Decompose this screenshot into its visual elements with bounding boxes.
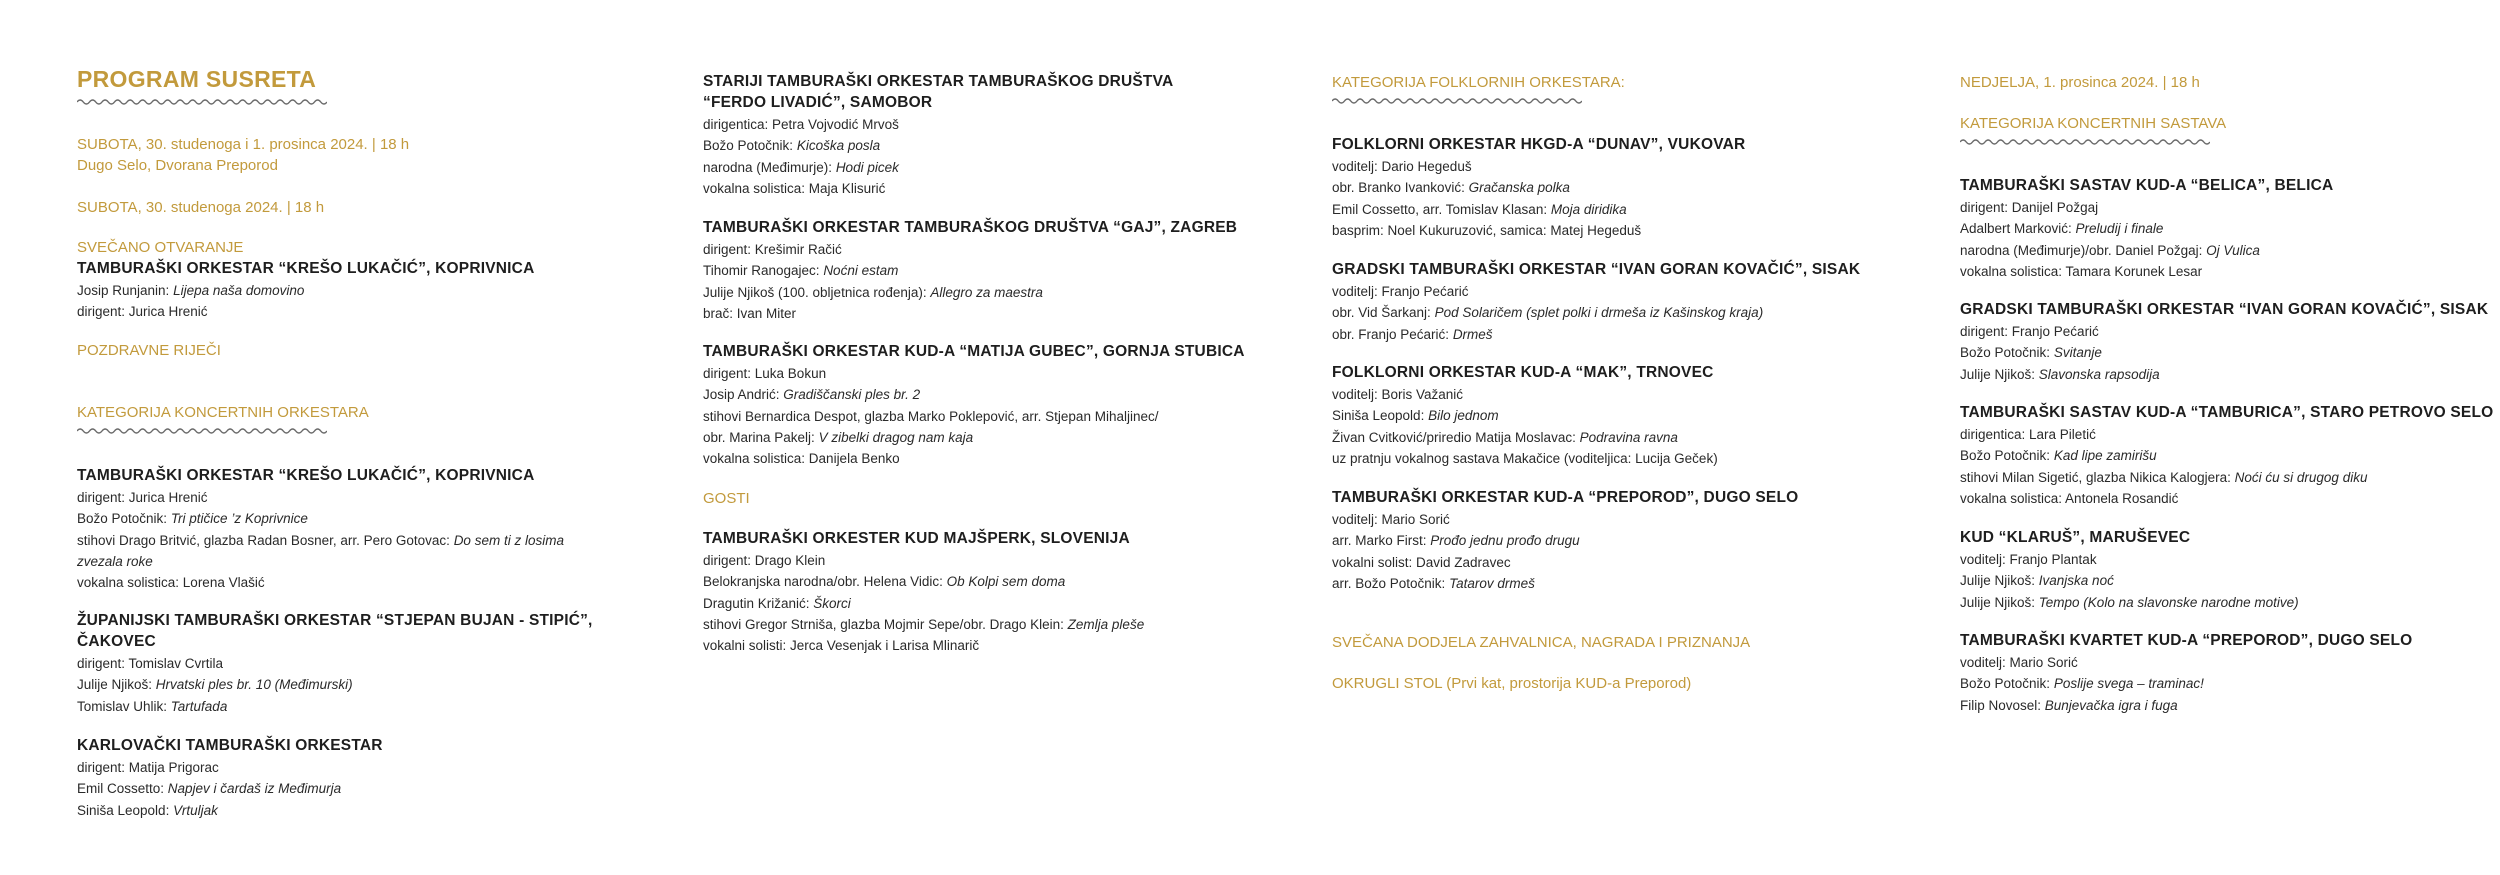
program-line-text: Tomislav Uhlik: [77, 698, 171, 714]
program-line-text: obr. Marina Pakelj: [703, 429, 819, 445]
program-line [703, 571, 1144, 592]
program-line [703, 260, 1043, 281]
piece-title: Tatarov drmeš [1449, 575, 1535, 591]
program-line [77, 800, 341, 821]
program-line [1960, 549, 2299, 570]
orchestra-title: TAMBURAŠKI ORKESTAR KUD-A “MATIJA GUBEC”, GORNJA STUBICA [703, 343, 1245, 360]
program-line-text: Božo Potočnik: [1960, 448, 2054, 464]
piece-title: Vrtuljak [173, 802, 218, 818]
program-line-text: dirigentica: Lara Piletić [1960, 427, 2096, 442]
program-line [703, 614, 1144, 635]
piece-title: Hrvatski ples br. 10 (Međimurski) [155, 677, 353, 693]
orchestra-title: TAMBURAŠKI ORKESTAR “KREŠO LUKAČIĆ”, KOPRIVNICA [77, 467, 535, 484]
program-line [703, 239, 1043, 260]
piece-title: Noći ću si drugog diku [2234, 469, 2368, 485]
program-line-text: dirigent: Tomislav Cvrtila [77, 656, 224, 671]
program-line [1960, 652, 2204, 673]
program-line [1960, 467, 2367, 488]
piece-title: Ob Kolpi sem doma [946, 574, 1066, 590]
program-line-text: vokalna solistica: Tamara Korunek Lesar [1960, 263, 2203, 279]
orchestra-title-continued: ČAKOVEC [77, 633, 156, 650]
program-line-text: Filip Novosel: [1960, 697, 2045, 713]
program-line [1332, 509, 1580, 530]
program-line [1960, 261, 2260, 282]
program-line [1960, 592, 2299, 613]
program-line-text: basprim: Noel Kukuruzović, samica: Matej Hegeduš [1332, 222, 1642, 238]
program-line-text: Julije Njikoš (100. obljetnica rođenja): [703, 284, 931, 300]
orchestra-program [1332, 156, 1641, 241]
opening-orchestra: TAMBURAŠKI ORKESTAR “KREŠO LUKAČIĆ”, KOPRIVNICA [77, 260, 535, 277]
orchestra-program [1332, 509, 1580, 594]
program-line [703, 135, 899, 156]
guests-heading: GOSTI [703, 490, 750, 507]
program-line [1332, 156, 1641, 177]
program-line-text: vokalna solistica: Antonela Rosandić [1960, 490, 2179, 506]
opening-heading: SVEČANO OTVARANJE [77, 239, 244, 256]
program-line-text: stihovi Bernardica Despot, glazba Marko Poklepović, arr. Stjepan Mihaljinec/ [703, 408, 1159, 424]
program-line [1960, 342, 2160, 363]
program-line [1332, 530, 1580, 551]
orchestra-title: FOLKLORNI ORKESTAR HKGD-A “DUNAV”, VUKOVAR [1332, 136, 1746, 153]
program-line [703, 303, 1043, 324]
program-line [703, 282, 1043, 303]
program-line-text: Tihomir Ranogajec: [703, 263, 824, 279]
program-line-text: vokalna solistica: Danijela Benko [703, 451, 900, 467]
orchestra-program [703, 550, 1144, 656]
program-line [1960, 445, 2367, 466]
program-line-text: arr. Božo Potočnik: [1332, 575, 1450, 591]
piece-title: Drmeš [1452, 326, 1493, 342]
program-line [77, 778, 341, 799]
program-line-text: Emil Cossetto, arr. Tomislav Klasan: [1332, 201, 1551, 217]
program-line [703, 448, 1158, 469]
ensemble-program [1960, 321, 2160, 385]
category-wave-divider [77, 426, 327, 436]
piece-title: Gračanska polka [1468, 180, 1570, 196]
program-line [1960, 488, 2367, 509]
piece-title: Oj Vulica [2206, 242, 2260, 258]
program-line-text: uz pratnju vokalnog sastava Makačice (voditeljica: Lucija Geček) [1332, 450, 1718, 466]
program-line [77, 572, 564, 593]
piece-title: Gradiščanski ples br. 2 [783, 387, 921, 403]
awards-heading: SVEČANA DODJELA ZAHVALNICA, NAGRADA I PRIZNANJA [1332, 634, 1751, 651]
program-line-text: Emil Cossetto: [77, 781, 168, 797]
program-line [1960, 321, 2160, 342]
program-line [703, 157, 899, 178]
program-line-text: dirigentica: Petra Vojvodić Mrvoš [703, 117, 899, 132]
program-line-text: Božo Potočnik: [77, 511, 171, 527]
ensemble-program [1960, 549, 2299, 613]
program-line-text: arr. Marko First: [1332, 533, 1431, 549]
program-line [77, 696, 353, 717]
program-line-text: dirigent: Jurica Hrenić [77, 304, 208, 320]
program-line-text: voditelj: Mario Sorić [1332, 512, 1450, 527]
program-line-text: dirigent: Drago Klein [703, 553, 826, 568]
program-line [703, 384, 1158, 405]
program-line-text: Belokranjska narodna/obr. Helena Vidic: [703, 574, 947, 590]
program-line [1960, 570, 2299, 591]
program-title: PROGRAM SUSRETA [77, 66, 317, 92]
orchestra-program [77, 487, 564, 593]
program-line-text: obr. Vid Šarkanj: [1332, 305, 1435, 321]
sunday-date: NEDJELJA, 1. prosinca 2024. | 18 h [1960, 74, 2200, 91]
program-line [1960, 424, 2367, 445]
piece-title: Ivanjska noć [2038, 573, 2114, 589]
program-line [703, 114, 899, 135]
orchestra-title: TAMBURAŠKI ORKESTAR TAMBURAŠKOG DRUŠTVA “GAJ”, ZAGREB [703, 219, 1238, 236]
orchestra-title: GRADSKI TAMBURAŠKI ORKESTAR “IVAN GORAN KOVAČIĆ”, SISAK [1332, 261, 1861, 278]
piece-title: Lijepa naša domovino [173, 283, 305, 298]
piece-title: Svitanje [2053, 345, 2102, 361]
concert-orchestras-heading: KATEGORIJA KONCERTNIH ORKESTARA [77, 404, 369, 421]
piece-title: Slavonska rapsodija [2038, 366, 2160, 382]
program-line-text: voditelj: Dario Hegeduš [1332, 159, 1472, 174]
program-line-text: Dragutin Križanić: [703, 595, 814, 611]
program-line [703, 427, 1158, 448]
program-line [1332, 177, 1641, 198]
program-line [77, 757, 341, 778]
category-wave-divider [1332, 96, 1582, 106]
ensemble-title: GRADSKI TAMBURAŠKI ORKESTAR “IVAN GORAN KOVAČIĆ”, SISAK [1960, 301, 2489, 318]
orchestra-title: KARLOVAČKI TAMBURAŠKI ORKESTAR [77, 737, 383, 754]
category-wave-divider [1960, 137, 2210, 147]
orchestra-program [1332, 281, 1763, 345]
program-line [1960, 673, 2204, 694]
greetings-heading: POZDRAVNE RIJEČI [77, 342, 221, 359]
program-line-text: voditelj: Mario Sorić [1960, 655, 2078, 670]
orchestra-program [703, 363, 1158, 469]
program-line-text: stihovi Drago Britvić, glazba Radan Bosner, arr. Pero Gotovac: [77, 532, 454, 548]
orchestra-title: TAMBURAŠKI ORKESTER KUD MAJŠPERK, SLOVENIJA [703, 530, 1130, 547]
orchestra-program [1332, 384, 1718, 469]
program-line [1960, 240, 2260, 261]
orchestra-title-continued: “FERDO LIVADIĆ”, SAMOBOR [703, 94, 933, 111]
folk-orchestras-heading: KATEGORIJA FOLKLORNIH ORKESTARA: [1332, 74, 1625, 91]
program-line-text: voditelj: Franjo Plantak [1960, 552, 2097, 567]
piece-title: Tartufada [170, 698, 228, 714]
piece-title: Napjev i čardaš iz Međimurja [167, 781, 342, 797]
program-line-text: dirigent: Danijel Požgaj [1960, 200, 2099, 215]
program-line-text: vokalna solistica: Maja Klisurić [703, 180, 886, 196]
program-line [1960, 197, 2260, 218]
program-line [703, 178, 899, 199]
piece-title: Bilo jednom [1428, 408, 1499, 424]
program-line [77, 551, 564, 572]
ensemble-program [1960, 652, 2204, 716]
program-line-text: Siniša Leopold: [1332, 408, 1429, 424]
program-line [1332, 281, 1763, 302]
orchestra-title: TAMBURAŠKI ORKESTAR KUD-A “PREPOROD”, DUGO SELO [1332, 489, 1799, 506]
program-line [77, 530, 564, 551]
piece-title: Bunjevačka igra i fuga [2044, 697, 2178, 713]
piece-title: Zemlja pleše [1067, 616, 1145, 632]
program-line [1332, 573, 1580, 594]
program-line-text: narodna (Međimurje): [703, 159, 836, 175]
program-line-text: dirigent: Franjo Pećarić [1960, 324, 2099, 339]
program-line-text: dirigent: Matija Prigorac [77, 760, 219, 775]
program-line-text: obr. Franjo Pećarić: [1332, 326, 1453, 342]
piece-title: Prođo jednu prođo drugu [1430, 533, 1580, 549]
program-line [77, 487, 564, 508]
program-line [1332, 324, 1763, 345]
concert-ensembles-heading: KATEGORIJA KONCERTNIH SASTAVA [1960, 115, 2227, 132]
program-line [703, 406, 1158, 427]
program-line-text: Julije Njikoš: [1960, 366, 2039, 382]
program-line [1960, 364, 2160, 385]
program-line-text: brač: Ivan Miter [703, 305, 797, 321]
program-line-text: Julije Njikoš: [77, 677, 156, 693]
ensemble-program [1960, 424, 2367, 509]
program-line [1332, 220, 1641, 241]
orchestra-program [703, 239, 1043, 324]
program-line-text: vokalna solistica: Lorena Vlašić [77, 575, 265, 591]
ensemble-title: KUD “KLARUŠ”, MARUŠEVEC [1960, 529, 2191, 546]
ensemble-title: TAMBURAŠKI SASTAV KUD-A “TAMBURICA”, STARO PETROVO SELO [1960, 404, 2494, 421]
program-line-text: Božo Potočnik: [703, 138, 797, 154]
orchestra-title: STARIJI TAMBURAŠKI ORKESTAR TAMBURAŠKOG DRUŠTVA [703, 73, 1174, 90]
program-line-text: Adalbert Marković: [1960, 221, 2076, 237]
program-line-text: dirigent: Jurica Hrenić [77, 490, 208, 505]
title-wave-divider [77, 97, 327, 107]
program-line [1960, 218, 2260, 239]
event-dates: SUBOTA, 30. studenoga i 1. prosinca 2024. | 18 h [77, 136, 410, 153]
piece-title: Do sem ti z losima [453, 532, 564, 548]
program-line-text: Julije Njikoš: [1960, 594, 2039, 610]
program-line-text: stihovi Gregor Strniša, glazba Mojmir Sepe/obr. Drago Klein: [703, 616, 1068, 632]
saturday-date: SUBOTA, 30. studenoga 2024. | 18 h [77, 199, 325, 216]
piece-title: Tri ptičice ’z Koprivnice [170, 511, 308, 527]
program-line [703, 363, 1158, 384]
program-line-text: vokalni solist: David Zadravec [1332, 554, 1511, 570]
piece-title: Hodi picek [835, 159, 899, 175]
program-line [1332, 427, 1718, 448]
orchestra-title: FOLKLORNI ORKESTAR KUD-A “MAK”, TRNOVEC [1332, 364, 1714, 381]
program-line-text: dirigent: Krešimir Račić [703, 242, 842, 257]
program-line [1332, 552, 1580, 573]
program-line [77, 674, 353, 695]
event-venue: Dugo Selo, Dvorana Preporod [77, 157, 278, 174]
program-line-text: narodna (Međimurje)/obr. Daniel Požgaj: [1960, 242, 2207, 258]
program-line-text: Božo Potočnik: [1960, 676, 2054, 692]
program-line [1332, 448, 1718, 469]
program-line-text: obr. Branko Ivanković: [1332, 180, 1469, 196]
piece-title: Poslije svega – traminac! [2053, 676, 2204, 692]
program-line [77, 280, 304, 301]
orchestra-program [77, 653, 353, 717]
program-line-text: dirigent: Luka Bokun [703, 366, 827, 381]
ensemble-program [1960, 197, 2260, 282]
program-line-text: Živan Cvitković/priredio Matija Moslavac: [1332, 429, 1580, 445]
piece-title: Kicoška posla [796, 138, 881, 154]
ensemble-title: TAMBURAŠKI SASTAV KUD-A “BELICA”, BELICA [1960, 177, 2334, 194]
program-line [703, 635, 1144, 656]
program-line-text: voditelj: Boris Važanić [1332, 387, 1464, 402]
piece-title: Pod Solaričem (splet polki i drmeša iz Kašinskog kraja) [1434, 305, 1764, 321]
piece-title: Tempo (Kolo na slavonske narodne motive) [2038, 594, 2299, 610]
round-table-heading: OKRUGLI STOL (Prvi kat, prostorija KUD-a Preporod) [1332, 675, 1692, 692]
piece-title: Kad lipe zamirišu [2053, 448, 2157, 464]
program-line [1332, 302, 1763, 323]
program-line-text: Josip Runjanin: [77, 283, 174, 298]
program-line [1332, 384, 1718, 405]
orchestra-program [77, 757, 341, 821]
ensemble-title: TAMBURAŠKI KVARTET KUD-A “PREPOROD”, DUGO SELO [1960, 632, 2413, 649]
program-line [77, 301, 304, 322]
program-line [77, 508, 564, 529]
program-line-text: vokalni solisti: Jerca Vesenjak i Larisa Mlinarič [703, 638, 980, 654]
piece-title: Škorci [813, 595, 851, 611]
program-line [703, 550, 1144, 571]
program-line-text: Božo Potočnik: [1960, 345, 2054, 361]
orchestra-program [703, 114, 899, 199]
piece-title: Noćni estam [823, 263, 899, 279]
piece-title: zvezala roke [77, 553, 153, 569]
program-line-text: stihovi Milan Sigetić, glazba Nikica Kalogjera: [1960, 469, 2235, 485]
opening-lines [77, 280, 304, 323]
program-line-text: Josip Andrić: [703, 387, 784, 403]
piece-title: Allegro za maestra [930, 284, 1043, 300]
orchestra-title: ŽUPANIJSKI TAMBURAŠKI ORKESTAR “STJEPAN BUJAN - STIPIĆ”, [77, 612, 593, 629]
program-line [703, 593, 1144, 614]
program-line [1332, 199, 1641, 220]
piece-title: Podravina ravna [1579, 429, 1678, 445]
program-line-text: Siniša Leopold: [77, 802, 174, 818]
program-line [1960, 695, 2204, 716]
program-line-text: Julije Njikoš: [1960, 573, 2039, 589]
piece-title: Moja diridika [1550, 201, 1627, 217]
piece-title: V zibelki dragog nam kaja [818, 429, 974, 445]
program-line [1332, 405, 1718, 426]
program-line-text: voditelj: Franjo Pećarić [1332, 284, 1469, 299]
piece-title: Preludij i finale [2075, 221, 2164, 237]
program-line [77, 653, 353, 674]
